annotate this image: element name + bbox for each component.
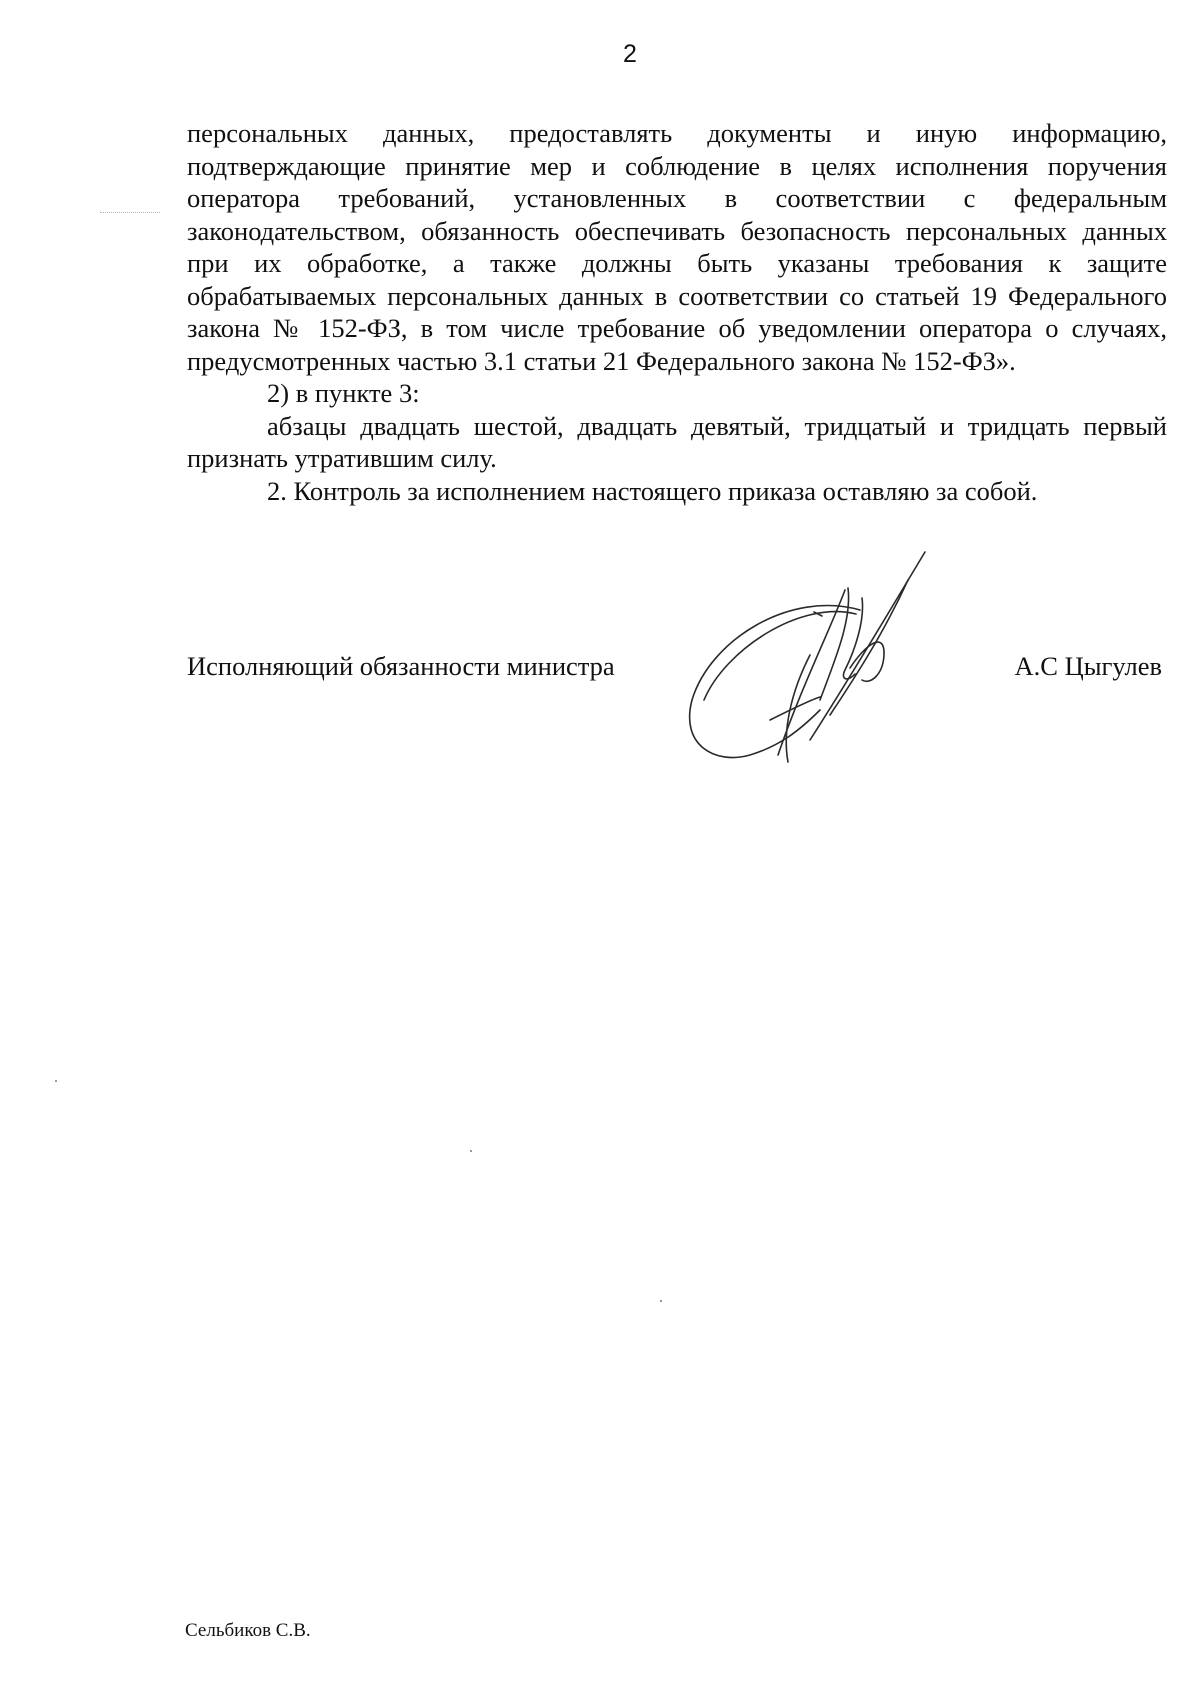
paragraph-repeal: абзацы двадцать шестой, двадцать девятый, тридцатый и тридцать первый признать утратившим силу. <box>187 410 1167 473</box>
paragraph-control: 2. Контроль за исполнением настоящего приказа оставляю за собой. <box>267 475 1038 506</box>
scan-speck <box>660 1300 662 1302</box>
scan-speck <box>470 1150 472 1152</box>
signer-name: А.С Цыгулев <box>1014 651 1162 681</box>
executor-name: Сельбиков С.В. <box>185 1620 311 1641</box>
signer-role: Исполняющий обязанности министра <box>187 651 615 681</box>
document-body <box>187 117 1167 507</box>
paragraph-continuation: персональных данных, предоставлять документы и иную информацию, подтверждающие принятие мер и соблюдение в целях исполнения поручения оператора требований, установленных в соответствии с федеральным законодательством, обязанность обеспечивать безопасность персональных данных при их обработке, а также должны быть указаны требования к защите обрабатываемых персональных данных в соответствии со статьей 19 Федерального закона № 152-ФЗ, в том числе требование об уведомлении оператора о случаях, предусмотренных частью 3.1 статьи 21 Федерального закона № 152-ФЗ». <box>187 118 1167 376</box>
paragraph-subpoint: 2) в пункте 3: <box>267 378 420 408</box>
scan-speck <box>55 1080 57 1082</box>
page-number: 2 <box>623 40 637 68</box>
scan-margin-mark <box>100 212 160 215</box>
handwritten-signature <box>670 550 970 790</box>
